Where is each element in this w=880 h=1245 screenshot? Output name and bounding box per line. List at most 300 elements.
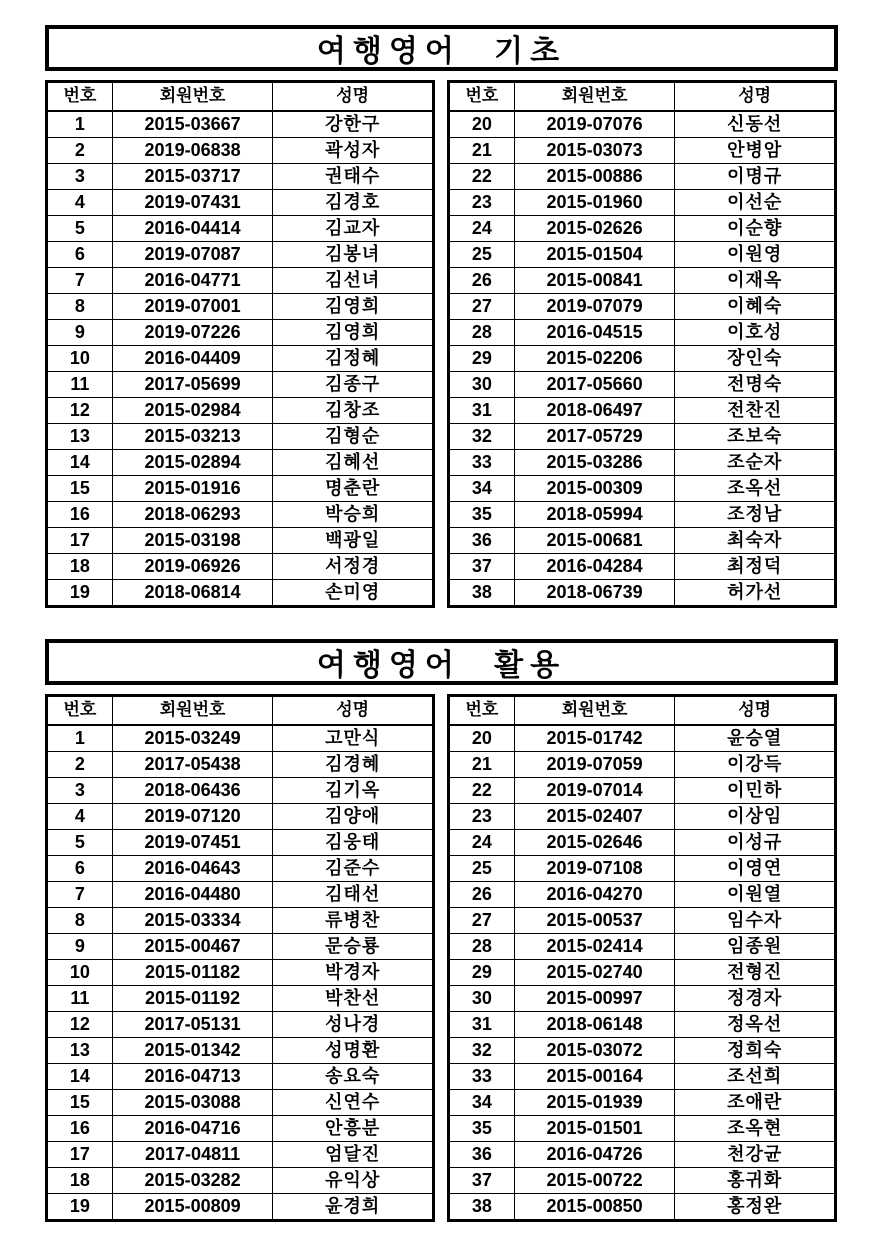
cell-number: 4 xyxy=(47,804,113,830)
cell-number: 8 xyxy=(47,294,113,320)
cell-member-id: 2018-05994 xyxy=(514,502,675,528)
cell-name: 조애란 xyxy=(675,1090,836,1116)
cell-member-id: 2016-04713 xyxy=(112,1064,273,1090)
cell-name: 김태선 xyxy=(273,882,434,908)
cell-member-id: 2017-05699 xyxy=(112,372,273,398)
cell-name: 고만식 xyxy=(273,725,434,752)
cell-member-id: 2016-04726 xyxy=(514,1142,675,1168)
table-row xyxy=(449,1064,836,1090)
cell-number: 13 xyxy=(47,424,113,450)
cell-number: 23 xyxy=(449,190,515,216)
cell-name: 김봉녀 xyxy=(273,242,434,268)
cell-number: 11 xyxy=(47,372,113,398)
cell-name: 김선녀 xyxy=(273,268,434,294)
table-row xyxy=(449,1168,836,1194)
cell-number: 26 xyxy=(449,268,515,294)
cell-name: 천강균 xyxy=(675,1142,836,1168)
cell-member-id: 2015-00537 xyxy=(514,908,675,934)
table-row xyxy=(449,908,836,934)
header-number: 번호 xyxy=(47,82,113,112)
table-row xyxy=(47,830,434,856)
cell-number: 25 xyxy=(449,856,515,882)
header-member-id: 회원번호 xyxy=(514,82,675,112)
table-row xyxy=(449,372,836,398)
cell-member-id: 2015-00850 xyxy=(514,1194,675,1221)
cell-name: 김웅태 xyxy=(273,830,434,856)
cell-member-id: 2017-05729 xyxy=(514,424,675,450)
cell-number: 1 xyxy=(47,725,113,752)
table-row xyxy=(449,778,836,804)
cell-member-id: 2015-01916 xyxy=(112,476,273,502)
cell-member-id: 2015-02984 xyxy=(112,398,273,424)
header-member-id: 회원번호 xyxy=(112,82,273,112)
cell-member-id: 2015-03249 xyxy=(112,725,273,752)
table-row xyxy=(449,882,836,908)
cell-number: 28 xyxy=(449,934,515,960)
cell-member-id: 2015-03717 xyxy=(112,164,273,190)
cell-number: 17 xyxy=(47,528,113,554)
table-row xyxy=(449,528,836,554)
cell-member-id: 2015-03282 xyxy=(112,1168,273,1194)
header-member-id: 회원번호 xyxy=(112,696,273,726)
cell-number: 6 xyxy=(47,856,113,882)
table-row xyxy=(47,450,434,476)
cell-member-id: 2018-06148 xyxy=(514,1012,675,1038)
cell-member-id: 2015-02206 xyxy=(514,346,675,372)
cell-name: 안흥분 xyxy=(273,1116,434,1142)
cell-member-id: 2015-00841 xyxy=(514,268,675,294)
cell-member-id: 2015-00467 xyxy=(112,934,273,960)
cell-name: 이원영 xyxy=(675,242,836,268)
cell-name: 김경혜 xyxy=(273,752,434,778)
table-row xyxy=(47,1168,434,1194)
cell-name: 신연수 xyxy=(273,1090,434,1116)
header-row xyxy=(449,696,836,726)
table-row xyxy=(449,1090,836,1116)
cell-member-id: 2018-06436 xyxy=(112,778,273,804)
cell-member-id: 2019-07431 xyxy=(112,190,273,216)
cell-member-id: 2017-05438 xyxy=(112,752,273,778)
cell-member-id: 2015-01742 xyxy=(514,725,675,752)
cell-member-id: 2018-06739 xyxy=(514,580,675,607)
table-row xyxy=(47,111,434,138)
cell-number: 16 xyxy=(47,502,113,528)
cell-name: 김정혜 xyxy=(273,346,434,372)
table-row xyxy=(449,725,836,752)
cell-name: 이상임 xyxy=(675,804,836,830)
cell-name: 전찬진 xyxy=(675,398,836,424)
cell-member-id: 2015-03073 xyxy=(514,138,675,164)
cell-member-id: 2015-00722 xyxy=(514,1168,675,1194)
cell-number: 32 xyxy=(449,1038,515,1064)
cell-number: 5 xyxy=(47,216,113,242)
cell-number: 31 xyxy=(449,1012,515,1038)
section-basic-tables xyxy=(45,80,838,608)
cell-name: 유익상 xyxy=(273,1168,434,1194)
cell-member-id: 2016-04284 xyxy=(514,554,675,580)
table-row xyxy=(449,502,836,528)
cell-number: 29 xyxy=(449,346,515,372)
cell-member-id: 2015-00164 xyxy=(514,1064,675,1090)
cell-member-id: 2015-02626 xyxy=(514,216,675,242)
table-row xyxy=(449,960,836,986)
cell-member-id: 2015-03213 xyxy=(112,424,273,450)
table-row xyxy=(47,242,434,268)
table-row xyxy=(47,424,434,450)
cell-number: 26 xyxy=(449,882,515,908)
header-name: 성명 xyxy=(675,82,836,112)
cell-member-id: 2019-07108 xyxy=(514,856,675,882)
cell-member-id: 2019-07001 xyxy=(112,294,273,320)
cell-member-id: 2017-04811 xyxy=(112,1142,273,1168)
cell-name: 김교자 xyxy=(273,216,434,242)
cell-member-id: 2016-04716 xyxy=(112,1116,273,1142)
header-number: 번호 xyxy=(47,696,113,726)
cell-name: 홍정완 xyxy=(675,1194,836,1221)
table-row xyxy=(47,476,434,502)
cell-member-id: 2017-05131 xyxy=(112,1012,273,1038)
cell-member-id: 2016-04270 xyxy=(514,882,675,908)
table-row xyxy=(47,216,434,242)
member-table-basic-right xyxy=(447,80,837,608)
table-row xyxy=(47,960,434,986)
cell-number: 22 xyxy=(449,778,515,804)
cell-name: 박경자 xyxy=(273,960,434,986)
cell-name: 최숙자 xyxy=(675,528,836,554)
cell-number: 9 xyxy=(47,320,113,346)
header-number: 번호 xyxy=(449,82,515,112)
cell-number: 19 xyxy=(47,580,113,607)
table-row xyxy=(449,450,836,476)
cell-number: 23 xyxy=(449,804,515,830)
member-table-advanced-right xyxy=(447,694,837,1222)
cell-number: 17 xyxy=(47,1142,113,1168)
cell-member-id: 2015-01504 xyxy=(514,242,675,268)
cell-member-id: 2019-07059 xyxy=(514,752,675,778)
table-row xyxy=(47,320,434,346)
table-row xyxy=(47,804,434,830)
cell-name: 권태수 xyxy=(273,164,434,190)
cell-name: 전형진 xyxy=(675,960,836,986)
cell-member-id: 2016-04480 xyxy=(112,882,273,908)
cell-member-id: 2015-00886 xyxy=(514,164,675,190)
cell-member-id: 2019-07226 xyxy=(112,320,273,346)
cell-name: 김형순 xyxy=(273,424,434,450)
cell-name: 손미영 xyxy=(273,580,434,607)
cell-member-id: 2015-01501 xyxy=(514,1116,675,1142)
table-row xyxy=(47,164,434,190)
cell-number: 7 xyxy=(47,882,113,908)
cell-member-id: 2015-03667 xyxy=(112,111,273,138)
cell-member-id: 2017-05660 xyxy=(514,372,675,398)
table-row xyxy=(449,268,836,294)
cell-name: 이명규 xyxy=(675,164,836,190)
cell-member-id: 2019-07076 xyxy=(514,111,675,138)
cell-number: 12 xyxy=(47,1012,113,1038)
cell-member-id: 2015-03072 xyxy=(514,1038,675,1064)
table-row xyxy=(47,778,434,804)
cell-name: 김혜선 xyxy=(273,450,434,476)
table-row xyxy=(449,1116,836,1142)
cell-number: 29 xyxy=(449,960,515,986)
cell-name: 김기옥 xyxy=(273,778,434,804)
table-row xyxy=(449,804,836,830)
cell-member-id: 2018-06497 xyxy=(514,398,675,424)
cell-name: 조옥현 xyxy=(675,1116,836,1142)
cell-name: 백광일 xyxy=(273,528,434,554)
cell-name: 이강득 xyxy=(675,752,836,778)
cell-name: 이민하 xyxy=(675,778,836,804)
table-row xyxy=(47,372,434,398)
table-row xyxy=(449,1194,836,1221)
cell-member-id: 2015-00809 xyxy=(112,1194,273,1221)
cell-name: 정경자 xyxy=(675,986,836,1012)
cell-number: 6 xyxy=(47,242,113,268)
cell-member-id: 2019-07451 xyxy=(112,830,273,856)
cell-name: 엄달진 xyxy=(273,1142,434,1168)
cell-number: 27 xyxy=(449,294,515,320)
cell-name: 안병암 xyxy=(675,138,836,164)
cell-name: 윤승열 xyxy=(675,725,836,752)
cell-number: 18 xyxy=(47,1168,113,1194)
table-row xyxy=(449,1038,836,1064)
table-row xyxy=(47,934,434,960)
header-number: 번호 xyxy=(449,696,515,726)
cell-name: 성명환 xyxy=(273,1038,434,1064)
header-row xyxy=(449,82,836,112)
cell-name: 허가선 xyxy=(675,580,836,607)
cell-member-id: 2015-01342 xyxy=(112,1038,273,1064)
table-row xyxy=(47,580,434,607)
cell-number: 36 xyxy=(449,1142,515,1168)
cell-name: 이선순 xyxy=(675,190,836,216)
cell-number: 15 xyxy=(47,476,113,502)
table-row xyxy=(449,1012,836,1038)
cell-number: 13 xyxy=(47,1038,113,1064)
cell-member-id: 2019-07120 xyxy=(112,804,273,830)
cell-name: 전명숙 xyxy=(675,372,836,398)
table-row xyxy=(449,111,836,138)
table-row xyxy=(47,752,434,778)
table-row xyxy=(47,908,434,934)
cell-name: 김경호 xyxy=(273,190,434,216)
member-table-basic-left xyxy=(45,80,435,608)
cell-member-id: 2016-04515 xyxy=(514,320,675,346)
table-row xyxy=(449,216,836,242)
cell-member-id: 2015-03088 xyxy=(112,1090,273,1116)
cell-member-id: 2015-02414 xyxy=(514,934,675,960)
cell-name: 윤경희 xyxy=(273,1194,434,1221)
table-row xyxy=(47,1116,434,1142)
table-row xyxy=(47,1194,434,1221)
table-row xyxy=(47,398,434,424)
cell-name: 이재옥 xyxy=(675,268,836,294)
cell-number: 9 xyxy=(47,934,113,960)
cell-name: 조보숙 xyxy=(675,424,836,450)
cell-number: 12 xyxy=(47,398,113,424)
cell-number: 33 xyxy=(449,1064,515,1090)
cell-member-id: 2019-07079 xyxy=(514,294,675,320)
cell-number: 3 xyxy=(47,778,113,804)
table-row xyxy=(449,830,836,856)
section-advanced-tables xyxy=(45,694,838,1222)
cell-name: 김영희 xyxy=(273,294,434,320)
cell-name: 조옥선 xyxy=(675,476,836,502)
table-row xyxy=(449,398,836,424)
cell-number: 2 xyxy=(47,138,113,164)
cell-member-id: 2015-00309 xyxy=(514,476,675,502)
cell-name: 송요숙 xyxy=(273,1064,434,1090)
cell-number: 8 xyxy=(47,908,113,934)
section-title-advanced-label: 여행영어 활용 xyxy=(316,649,567,682)
member-table-advanced-left xyxy=(45,694,435,1222)
cell-member-id: 2019-07014 xyxy=(514,778,675,804)
table-row xyxy=(47,986,434,1012)
header-name: 성명 xyxy=(273,696,434,726)
cell-name: 이호성 xyxy=(675,320,836,346)
cell-number: 30 xyxy=(449,986,515,1012)
cell-member-id: 2015-01960 xyxy=(514,190,675,216)
cell-number: 38 xyxy=(449,1194,515,1221)
cell-member-id: 2015-02646 xyxy=(514,830,675,856)
cell-number: 20 xyxy=(449,111,515,138)
table-row xyxy=(47,1142,434,1168)
table-row xyxy=(449,476,836,502)
cell-member-id: 2015-02894 xyxy=(112,450,273,476)
cell-number: 7 xyxy=(47,268,113,294)
cell-name: 김영희 xyxy=(273,320,434,346)
cell-number: 10 xyxy=(47,346,113,372)
cell-number: 10 xyxy=(47,960,113,986)
cell-number: 36 xyxy=(449,528,515,554)
table-row xyxy=(449,752,836,778)
cell-number: 4 xyxy=(47,190,113,216)
section-title-basic-label: 여행영어 기초 xyxy=(316,35,567,68)
cell-member-id: 2015-03334 xyxy=(112,908,273,934)
cell-name: 김준수 xyxy=(273,856,434,882)
cell-name: 박찬선 xyxy=(273,986,434,1012)
cell-name: 정희숙 xyxy=(675,1038,836,1064)
cell-name: 장인숙 xyxy=(675,346,836,372)
cell-number: 19 xyxy=(47,1194,113,1221)
table-row xyxy=(47,1090,434,1116)
table-row xyxy=(449,1142,836,1168)
cell-name: 이순향 xyxy=(675,216,836,242)
cell-number: 20 xyxy=(449,725,515,752)
table-row xyxy=(47,882,434,908)
cell-member-id: 2018-06814 xyxy=(112,580,273,607)
cell-name: 김양애 xyxy=(273,804,434,830)
section-title-advanced xyxy=(45,639,838,685)
cell-member-id: 2019-07087 xyxy=(112,242,273,268)
cell-member-id: 2016-04643 xyxy=(112,856,273,882)
cell-name: 임종원 xyxy=(675,934,836,960)
cell-member-id: 2015-01192 xyxy=(112,986,273,1012)
table-row xyxy=(47,725,434,752)
header-row xyxy=(47,696,434,726)
table-row xyxy=(449,554,836,580)
table-row xyxy=(47,268,434,294)
cell-number: 38 xyxy=(449,580,515,607)
cell-name: 조정남 xyxy=(675,502,836,528)
table-row xyxy=(47,856,434,882)
cell-number: 1 xyxy=(47,111,113,138)
cell-name: 조선희 xyxy=(675,1064,836,1090)
cell-number: 16 xyxy=(47,1116,113,1142)
cell-member-id: 2019-06926 xyxy=(112,554,273,580)
cell-member-id: 2016-04414 xyxy=(112,216,273,242)
table-row xyxy=(47,1038,434,1064)
table-row xyxy=(47,138,434,164)
cell-name: 신동선 xyxy=(675,111,836,138)
cell-name: 서정경 xyxy=(273,554,434,580)
cell-name: 강한구 xyxy=(273,111,434,138)
cell-name: 이혜숙 xyxy=(675,294,836,320)
cell-number: 5 xyxy=(47,830,113,856)
cell-number: 27 xyxy=(449,908,515,934)
cell-number: 22 xyxy=(449,164,515,190)
header-name: 성명 xyxy=(273,82,434,112)
cell-name: 임수자 xyxy=(675,908,836,934)
cell-number: 30 xyxy=(449,372,515,398)
cell-number: 21 xyxy=(449,752,515,778)
cell-name: 명춘란 xyxy=(273,476,434,502)
cell-name: 홍귀화 xyxy=(675,1168,836,1194)
table-row xyxy=(449,164,836,190)
cell-number: 24 xyxy=(449,216,515,242)
cell-name: 김종구 xyxy=(273,372,434,398)
table-row xyxy=(449,580,836,607)
cell-number: 32 xyxy=(449,424,515,450)
table-row xyxy=(449,138,836,164)
table-row xyxy=(47,1012,434,1038)
cell-member-id: 2015-03198 xyxy=(112,528,273,554)
cell-number: 28 xyxy=(449,320,515,346)
cell-member-id: 2015-00997 xyxy=(514,986,675,1012)
cell-member-id: 2015-03286 xyxy=(514,450,675,476)
cell-number: 31 xyxy=(449,398,515,424)
table-row xyxy=(449,346,836,372)
table-row xyxy=(449,320,836,346)
cell-name: 이영연 xyxy=(675,856,836,882)
cell-name: 문승룡 xyxy=(273,934,434,960)
cell-member-id: 2015-01939 xyxy=(514,1090,675,1116)
cell-number: 11 xyxy=(47,986,113,1012)
cell-name: 정옥선 xyxy=(675,1012,836,1038)
cell-number: 14 xyxy=(47,450,113,476)
cell-name: 류병찬 xyxy=(273,908,434,934)
cell-name: 조순자 xyxy=(675,450,836,476)
table-row xyxy=(449,424,836,450)
cell-number: 35 xyxy=(449,1116,515,1142)
cell-number: 15 xyxy=(47,1090,113,1116)
cell-name: 이성규 xyxy=(675,830,836,856)
cell-number: 35 xyxy=(449,502,515,528)
cell-number: 18 xyxy=(47,554,113,580)
cell-name: 박승희 xyxy=(273,502,434,528)
header-member-id: 회원번호 xyxy=(514,696,675,726)
cell-member-id: 2018-06293 xyxy=(112,502,273,528)
cell-number: 37 xyxy=(449,554,515,580)
cell-member-id: 2015-02740 xyxy=(514,960,675,986)
table-row xyxy=(47,502,434,528)
cell-number: 2 xyxy=(47,752,113,778)
header-name: 성명 xyxy=(675,696,836,726)
cell-number: 25 xyxy=(449,242,515,268)
cell-number: 34 xyxy=(449,1090,515,1116)
cell-name: 성나경 xyxy=(273,1012,434,1038)
cell-number: 21 xyxy=(449,138,515,164)
